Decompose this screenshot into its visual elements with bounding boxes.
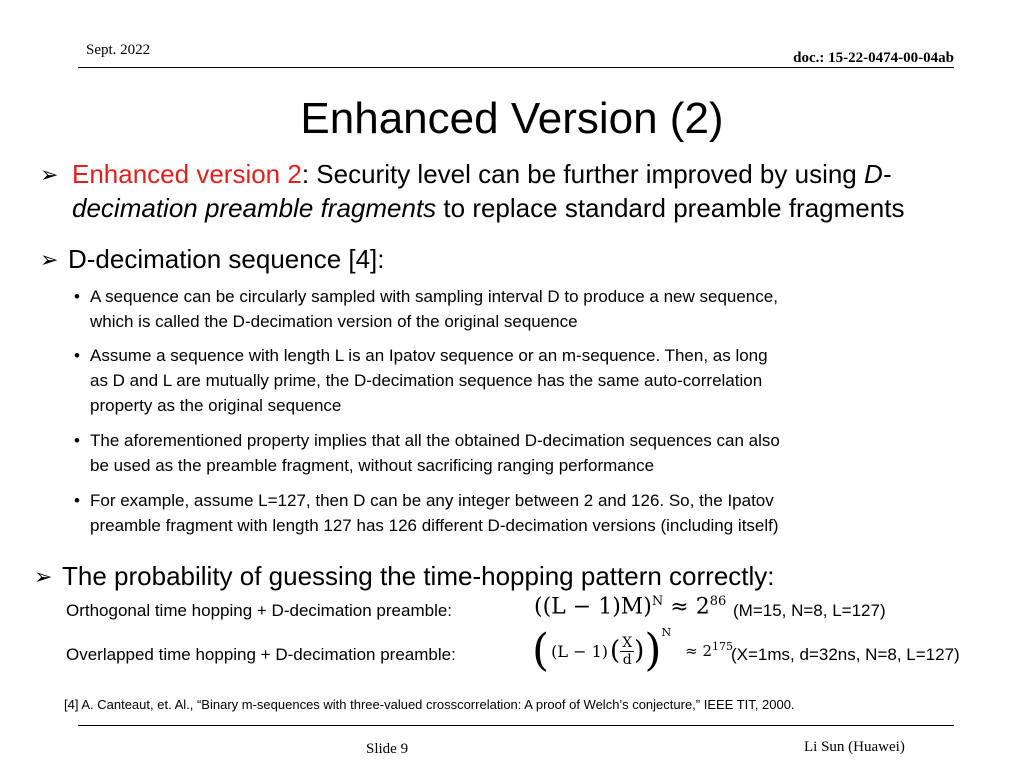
sub-bullet-dot-icon: • [74,287,80,306]
slide-title: Enhanced Version (2) [300,94,724,143]
formula-label-overlapped: Overlapped time hopping + D-decimation preamble: [66,645,456,664]
formula-orthogonal: $((L - 1)M)^N \approx 2^{86}$ [534,594,727,620]
formula-params-overlapped: (X=1ms, d=32ns, N=8, L=127) [731,645,960,664]
footer-divider [78,725,954,726]
arrow-bullet-icon: ➢ [40,247,59,272]
arrow-bullet-icon: ➢ [34,564,53,589]
bullet-heading-decimation: D-decimation sequence [4]: [68,244,385,274]
footer-author: Li Sun (Huawei) [804,739,905,755]
bullet-enhanced-version: Enhanced version 2: Security level can be further improved by using D- decimation preamble fragments to replace standard preamble fragments [72,159,905,223]
sub-bullet: The aforementioned property implies that all the obtained D-decimation sequences can also be used as the preamble fragment, without sacrificing ranging performance [90,431,780,475]
sub-bullet: A sequence can be circularly sampled with sampling interval D to produce a new sequence, which is called the D-decimation version of the original sequence [90,287,778,331]
sub-bullet-dot-icon: • [74,491,80,510]
slide-number: Slide 9 [366,741,409,757]
header-doc-id: doc.: 15-22-0474-00-04ab [793,50,954,66]
arrow-bullet-icon: ➢ [40,162,59,187]
header-divider [78,67,954,68]
sub-bullet-dot-icon: • [74,346,80,365]
formula-overlapped: ( (L − 1) ( $\frac{X}{d}$ ) ) $^N$ ≈ 2 $^{175}$ [532,625,734,676]
formula-params-orthogonal: (M=15, N=8, L=127) [733,601,886,620]
bullet-heading-probability: The probability of guessing the time-hopping pattern correctly: [62,561,775,591]
reference-citation: [4] A. Canteaut, et. Al., “Binary m-sequences with three-valued crosscorrelation: A proof of Welch’s conjecture,” IEEE TIT, 2000. [64,697,795,712]
header-date: Sept. 2022 [86,42,151,58]
formula-label-orthogonal: Orthogonal time hopping + D-decimation preamble: [66,601,453,620]
sub-bullet-dot-icon: • [74,431,80,450]
bullet-lead: Enhanced version 2 [72,159,302,189]
sub-bullet: Assume a sequence with length L is an Ipatov sequence or an m-sequence. Then, as long as D and L are mutually prime, the D-decimation sequence has the same auto-correlation property as the original sequence [90,346,768,415]
sub-bullet: For example, assume L=127, then D can be any integer between 2 and 126. So, the Ipatov preamble fragment with length 127 has 126 different D-decimation versions (including itself) [90,491,779,535]
